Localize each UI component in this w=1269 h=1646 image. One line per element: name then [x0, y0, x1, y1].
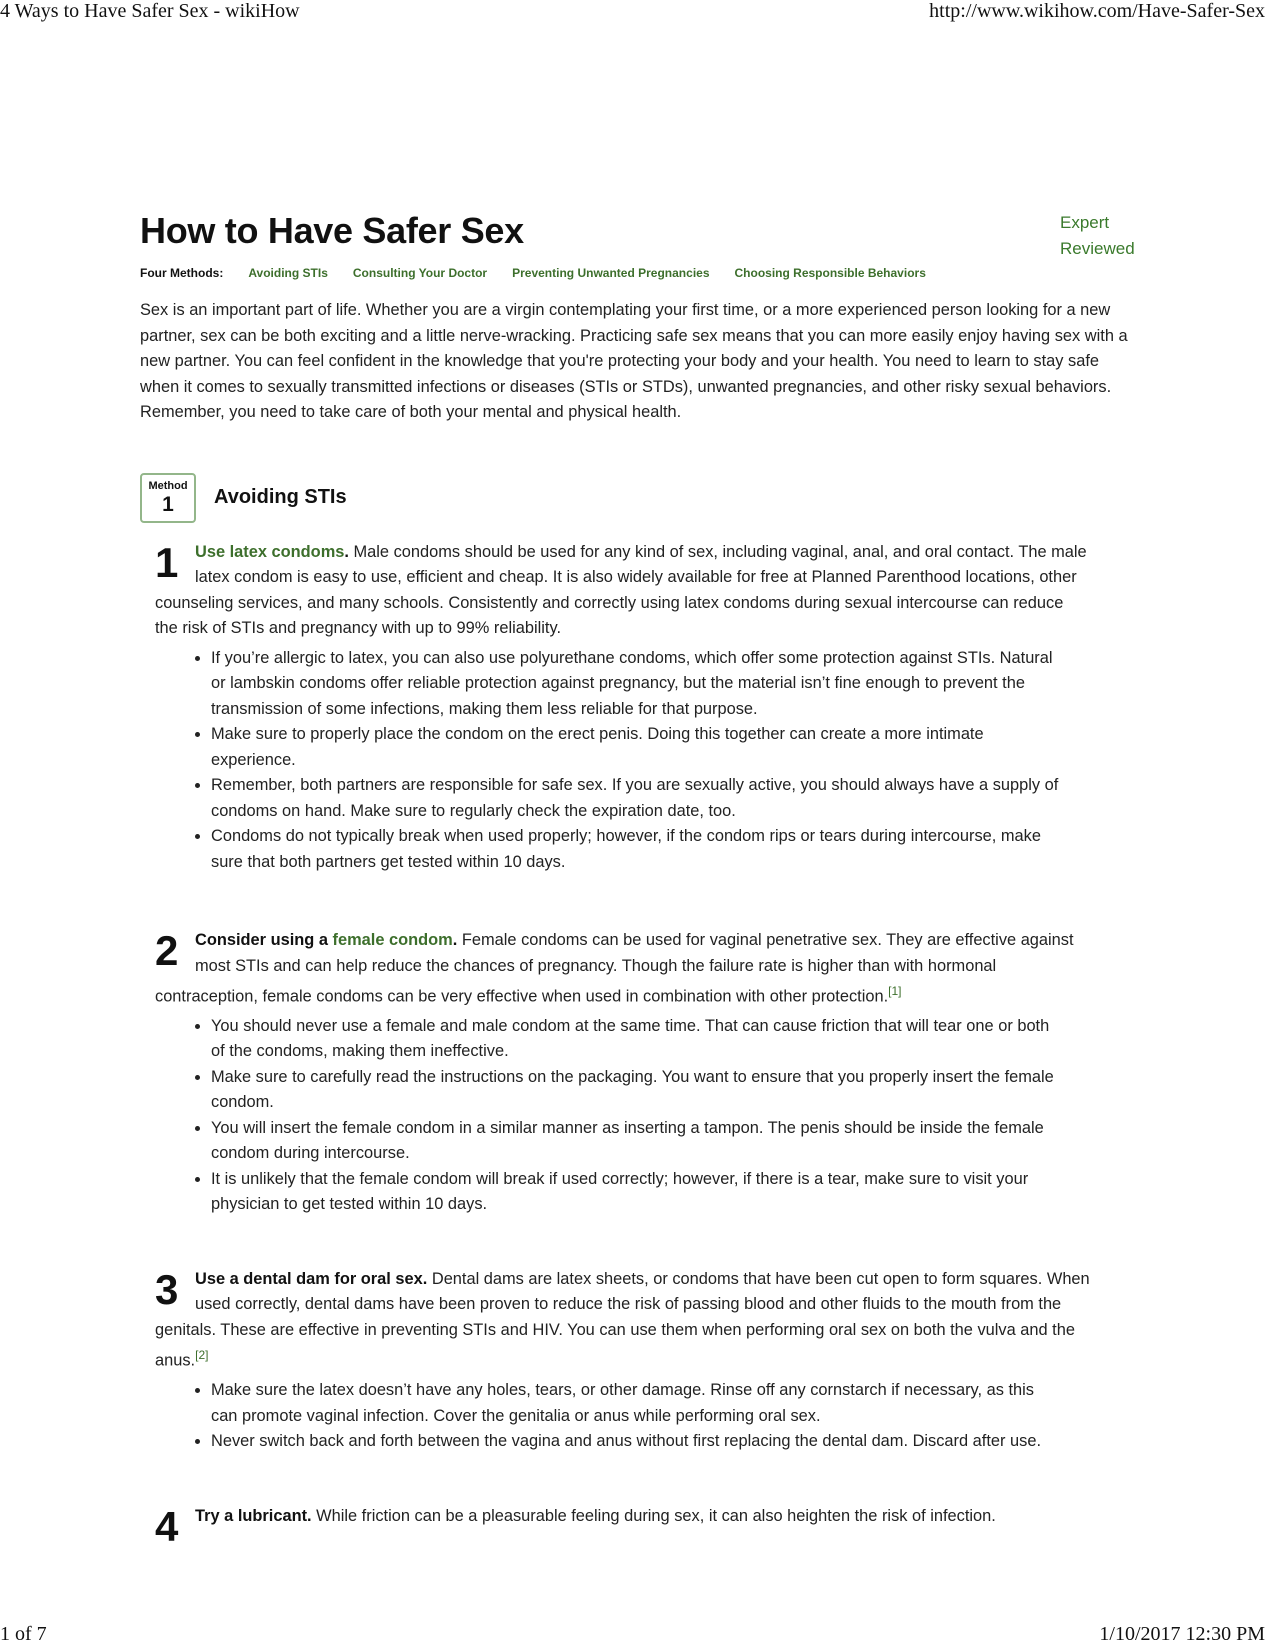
step-number: 1 [155, 538, 179, 586]
step-lead: Consider using a [195, 931, 333, 949]
methods-label: Four Methods: [140, 266, 224, 280]
step-lead: Use a dental dam for oral sex. [195, 1269, 428, 1288]
step-number: 4 [155, 1502, 179, 1550]
step-bullets [195, 1378, 1060, 1455]
step-4 [155, 1502, 1090, 1550]
step-text [155, 540, 1090, 642]
step-number: 2 [155, 927, 179, 974]
article [140, 210, 1140, 1550]
method-number-badge [140, 473, 196, 523]
step-text [155, 928, 1090, 1010]
step-lead: Try a lubricant. [195, 1506, 312, 1525]
step-1 [155, 540, 1090, 876]
step-link-latex-condoms[interactable]: Use latex condoms [195, 542, 345, 561]
print-footer [0, 1623, 1269, 1646]
list-item: • Remember, both partners are responsible for safe sex. If you are sexually active, you should always have a supply of condoms on hand. Make sure to regularly check the expiration date, too. [211, 773, 1060, 824]
method-heading [140, 473, 1140, 523]
list-item: • Never switch back and forth between the vagina and anus without first replacing the dental dam. Discard after use. [211, 1429, 1060, 1455]
list-item: • Make sure to properly place the condom on the erect penis. Doing this together can create a more intimate experience. [211, 722, 1060, 773]
step-2 [155, 928, 1090, 1218]
method-link-consulting-doctor[interactable]: Consulting Your Doctor [352, 266, 488, 280]
method-link-preventing-pregnancies[interactable]: Preventing Unwanted Pregnancies [512, 266, 710, 280]
list-item: • You should never use a female and male condom at the same time. That can cause friction that will tear one or both of the condoms, making them ineffective. [211, 1014, 1060, 1065]
print-page-count: 1 of 7 [0, 1623, 47, 1645]
list-item: • You will insert the female condom in a similar manner as inserting a tampon. The penis should be inside the female condom during intercourse. [211, 1116, 1060, 1167]
list-item: • It is unlikely that the female condom will break if used correctly; however, if there is a tear, make sure to visit your physician to get tested within 10 days. [211, 1167, 1060, 1218]
method-word: Method [148, 479, 188, 492]
list-item: • Make sure to carefully read the instructions on the packaging. You want to ensure that you properly insert the female condom. [211, 1065, 1060, 1116]
methods-nav [140, 266, 1140, 280]
list-item: • Make sure the latex doesn’t have any holes, tears, or other damage. Rinse off any cornstarch if necessary, as this can promote vaginal infection. Cover the genitalia or anus while performing oral sex. [211, 1378, 1060, 1429]
method-title: Avoiding STIs [214, 486, 347, 508]
reviewed-label: Reviewed [1060, 239, 1135, 258]
print-page-title: 4 Ways to Have Safer Sex - wikiHow [0, 0, 300, 22]
expert-label: Expert [1060, 213, 1110, 232]
print-page-url: http://www.wikihow.com/Have-Safer-Sex [929, 0, 1265, 22]
reference-link[interactable]: [1] [888, 984, 902, 998]
print-datetime: 1/10/2017 12:30 PM [1099, 1623, 1265, 1645]
step-body: Female condoms can be used for vaginal penetrative sex. They are effective against most STIs and can help reduce the chances of pregnancy. Though the failure rate is higher than with hormonal contraception, female condoms can be very effective when used in combination with other protection. [155, 931, 1074, 1006]
method-link-responsible-behaviors[interactable]: Choosing Responsible Behaviors [734, 266, 926, 280]
step-lead-end: . [344, 542, 349, 561]
method-link-avoiding-stis[interactable]: Avoiding STIs [248, 266, 328, 280]
list-item: • Condoms do not typically break when used properly; however, if the condom rips or tears during intercourse, make sure that both partners get tested within 10 days. [211, 824, 1060, 875]
expert-reviewed-badge[interactable] [1060, 210, 1150, 262]
step-bullets [195, 1014, 1060, 1218]
intro-paragraph: Sex is an important part of life. Whether you are a virgin contemplating your first time, or a more experienced person looking for a new partner, sex can be both exciting and a little nerve-wracking. Practicing safe sex means that you can more easily enjoy having sex with a new partner. You can feel confident in the knowledge that you're protecting your body and your health. You need to learn to stay safe when it comes to sexually transmitted infections or diseases (STIs or STDs), unwanted pregnancies, and other risky sexual behaviors. Remember, you need to take care of both your mental and physical health. [140, 301, 1128, 421]
step-text [155, 1504, 1090, 1530]
step-text [155, 1267, 1090, 1374]
list-item: • If you’re allergic to latex, you can also use polyurethane condoms, which offer some protection against STIs. Natural or lambskin condoms offer reliable protection against pregnancy, but the material isn’t fine enough to prevent the transmission of some infections, making them less reliable for that purpose. [211, 646, 1060, 723]
step-lead-end: . [452, 931, 458, 949]
step-link-female-condom[interactable]: female condom [332, 931, 453, 949]
step-body: Dental dams are latex sheets, or condoms that have been cut open to form squares. When used correctly, dental dams have been proven to reduce the risk of passing blood and other fluids to the mouth from the genitals. These are effective in preventing STIs and HIV. You can use them when performing oral sex on both the vulva and the anus. [155, 1269, 1090, 1370]
step-body: While friction can be a pleasurable feeling during sex, it can also heighten the risk of infection. [311, 1506, 996, 1525]
step-body: Male condoms should be used for any kind of sex, including vaginal, anal, and oral contact. The male latex condom is easy to use, efficient and cheap. It is also widely available for free at Planned Parenthood locations, other counseling services, and many schools. Consistently and correctly using latex condoms during sexual intercourse can reduce the risk of STIs and pregnancy with up to 99% reliability. [155, 542, 1087, 637]
reference-link[interactable]: [2] [195, 1348, 209, 1363]
page-title: How to Have Safer Sex [140, 210, 524, 251]
step-number: 3 [155, 1265, 179, 1313]
print-header [0, 0, 1269, 23]
step-3 [155, 1267, 1090, 1455]
title-row [140, 210, 1140, 258]
method-number: 1 [162, 492, 174, 516]
step-bullets [195, 646, 1060, 876]
